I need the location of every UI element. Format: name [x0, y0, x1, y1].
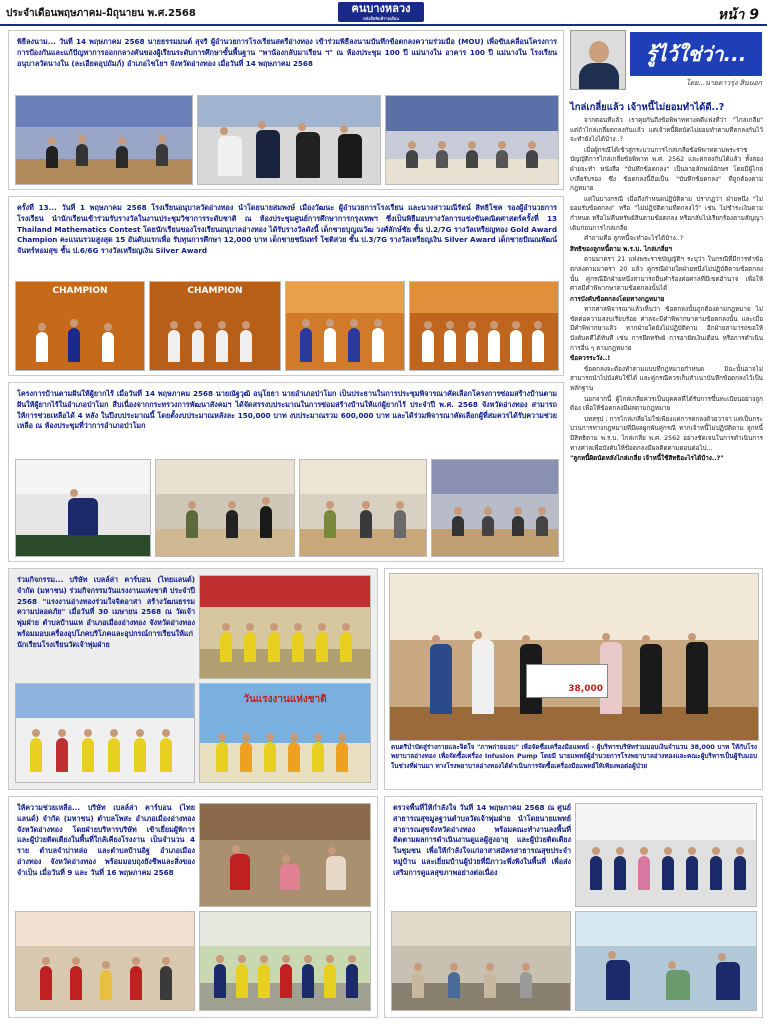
news-field-visit: [384, 796, 763, 1018]
news-dream-text: [17, 389, 557, 455]
news-mou-body: วันที่ 14 พฤษภาคม 2568 นายธรรมมนต์ สุจริ ผู้อำนวยการโรงเรียนสตรีอ่างทอง เข้าร่วมพิธีลงนามบันทึกข้อตกลงความร่วมมือ (MOU) เพื่อขับเคลื่อนโครงการการป้องกันและแก้ปัญหาการออกกลางคันของผู้เรียนระดับการศึกษาขั้นพื้นฐาน "พาน้องกลับมาเรียน ฯ" ณ ห้องประชุม 100 ปี แม่นางใน อาคาร 100 ปี แม่นางใน โรงเรียนอนุบาลวัดนางใน (ละเอียดอุปถัมภ์) อำเภอไชโยฯ จังหวัดอ่างทอง เมื่อวันที่ 14 พฤษภาคม 2568: [17, 37, 557, 68]
news-dream-home: [8, 382, 564, 562]
news-help-lead: ให้ความช่วยเหลือ...: [17, 803, 81, 812]
photo-mou-hall: [385, 95, 559, 185]
photo-champion-3: [285, 281, 405, 371]
photo-mou-stage: [15, 95, 193, 185]
photo-mou-officials: [197, 95, 381, 185]
column-title: รู้ไว้ใช่ว่า...: [630, 32, 762, 76]
news-visit-body: วันที่ 14 พฤษภาคม 2568 ณ ศูนย์สาธารณสุขมูลฐานตำบลวัดเจ้าพุ่มฝ่าย นำโดยนายแพทย์สาธารณสุขจังหวัดอ่างทอง พร้อมคณะทำงานลงพื้นที่ติดตามผลการดำเนินงานดูแลผู้สูงอายุ และผู้ป่วยติดเตียงในชุมชน เพื่อให้กำลังใจแก่อาสาสมัครสาธารณสุขประจำหมู่บ้าน และเยี่ยมบ้านผู้ป่วยที่มีภาวะพึ่งพิงในพื้นที่ เพื่อส่งเสริมการดูแลสุขภาพอย่างต่อเนื่อง: [393, 803, 571, 877]
news-help-body: บริษัท เบลล์ล่า คาร์บอน (ไทยแลนด์) จำกัด (มหาชน) ตำบลโพสะ อำเภอเมืองอ่างทอง จังหวัดอ่างทอง โดยฝ่ายบริหารบริษัท เข้าเยี่ยมผู้พิการ และผู้ป่วยติดเตียงในพื้นที่ใกล้เคียงโรงงาน เป็นจำนวน 4 ราย ตำบลจำปาหล่อ และตำบลบ้านอิฐ อำเภอเมืองอ่างทอง จังหวัดอ่างทอง พร้อมมอบถุงยังชีพและสิ่งของจำเป็น เมื่อวันที่ 9 และ วันที่ 16 พฤษภาคม 2568: [17, 803, 195, 877]
labour-day-banner: วันแรงงานแห่งชาติ: [243, 694, 327, 705]
column-subheading: ข้อควรระวัง..!: [570, 355, 611, 363]
news-mou-lead: พิธีลงนาม...: [17, 37, 56, 46]
page-number: หน้า 9: [717, 7, 759, 23]
photo-meeting-table-1: [155, 459, 295, 557]
photo-champion-2: [149, 281, 281, 371]
column-footer-quote: "ลูกหนี้ผิดนัดหลังไกล่เกลี่ย เจ้าหนี้ใช้สิทธิอะไรได้บ้าง..?": [570, 455, 724, 463]
issue-date: ประจำเดือนพฤษภาคม-มิถุนายน พ.ศ.2568: [6, 8, 196, 19]
column-paragraph: หากศาลพิจารณาแล้วเห็นว่า ข้อตกลงนั้นถูกต้องตามกฎหมาย ไม่ขัดต่อความสงบเรียบร้อย ศาลจะมีคำพิพากษาตามข้อตกลงนั้น และเมื่อมีคำพิพากษาแล้ว หากฝ่ายใดยังไม่ปฏิบัติตาม อีกฝ่ายสามารถขอให้บังคับคดีได้ทันที เช่น การยึดทรัพย์ การอายัดเงินเดือน หรือการดำเนินการอื่น ๆ ตามกฎหมาย: [570, 306, 763, 352]
column-subheading: สิทธิของลูกหนี้ตาม พ.ร.บ. ไกล่เกลี่ยฯ: [570, 245, 672, 253]
column-subheading: การบังคับข้อตกลงโดยทางกฎหมาย: [570, 295, 665, 303]
column-paragraph: จากตอนที่แล้ว เราคุยกันถึงข้อพิพาททางคดีแพ่งที่ว่า "ไกล่เกลี่ย" แต่ถ้าไกล่เกลี่ยตกลงกันแล้ว แต่เจ้าหนี้ผิดนัดไม่ยอมทำตามที่ตกลงกันไว้ จะทำยังไงได้บ้าง..?: [570, 117, 763, 144]
logo-text: ฅนบางหลวง: [351, 2, 411, 15]
column-paragraph: คำถามคือ ลูกหนี้จะทำอะไรได้บ้าง..?: [584, 235, 684, 243]
news-labour-text: [17, 575, 195, 679]
news-labour-body: บริษัท เบลล์ล่า คาร์บอน (ไทยแลนด์) จำกัด (มหาชน) ร่วมกิจกรรมวันแรงงานแห่งชาติ ประจำปี 2568 "แรงงานอ่างทองร่วมใจจิตอาสา สร้างวัฒนธรรมความปลอดภัย" เมื่อวันที่ 30 เมษายน 2568 ณ วัดเจ้าพุ่มฝ่าย ตำบลบ้านแห อำเภอเมืองอ่างทอง จังหวัดอ่างทอง พร้อมมอบเครื่องอุปโภคบริโภคและอุปกรณ์การเรียนให้แก่นักเรียนโรงเรียนวัดเจ้าพุ่มฝ่าย: [17, 575, 195, 649]
column-author: โดย...นายดาวรุ่ง สินนอก: [686, 79, 762, 87]
news-mou: [8, 30, 564, 190]
logo-subtext: หนังสือพิมพ์รายเดือน: [363, 16, 399, 21]
page-header: [0, 0, 767, 26]
column-paragraph: นอกจากนี้ ผู้ไกล่เกลี่ยควรเป็นบุคคลที่ได้รับการขึ้นทะเบียนอย่างถูกต้อง เพื่อให้ข้อตกลงมีผลตามกฎหมาย: [570, 395, 763, 413]
photo-labour-day-group: [199, 683, 371, 783]
news-help-text: [17, 803, 195, 907]
check-amount: 38,000: [568, 684, 603, 694]
news-math-contest: [8, 196, 564, 376]
news-dream-lead: โครงการบ้านตามฝันให้ผู้ยากไร้: [17, 389, 114, 398]
champion-banner-1: CHAMPION: [52, 286, 108, 296]
column-headline: ไกล่เกลี่ยแล้ว เจ้าหนี้ไม่ยอมทำได้ดี..?: [570, 102, 725, 113]
photo-elderly-patients: [391, 911, 571, 1011]
photo-school-donation: [15, 683, 195, 783]
column-paragraph: เมื่อผู้กรณีได้เข้าสู่กระบวนการไกล่เกลี่ยข้อพิพาทตามพระราชบัญญัติการไกล่เกลี่ยข้อพิพาท พ.ศ. 2562 และตกลงกันได้แล้ว ทั้งสองฝ่ายจะทำ หนังสือ "บันทึกข้อตกลง" เป็นลายลักษณ์อักษร โดยมีผู้ไกล่เกลี่ยรับรอง ซึ่ง ข้อตกลงนี้ถือเป็น "บันทึกข้อตกลง" ที่ถูกต้องตามกฎหมาย: [570, 146, 763, 193]
author-portrait: [570, 30, 626, 90]
column-paragraph: ข้อตกลงจะต้องทำตามแบบที่กฎหมายกำหนด มิฉะนั้นอาจไม่สามารถนำไปบังคับใช้ได้ และคู่กรณีควรเก็บสำเนาบันทึกข้อตกลงไว้เป็นหลักฐาน: [570, 365, 763, 393]
photo-health-staff: [575, 803, 757, 907]
news-hospital-donation: [384, 568, 763, 790]
photo-home-care: [575, 911, 757, 1011]
photo-temple-volunteers: [199, 575, 371, 679]
photo-meeting-table-2: [299, 459, 427, 557]
champion-banner-2: CHAMPION: [187, 286, 243, 296]
column-paragraph: บทสรุป : การไกล่เกลี่ยไม่ใช่เพียงแค่การตกลงด้วยวาจา แต่เป็นกระบวนการทางกฎหมายที่มีผลผูกพันคู่กรณี หากเจ้าหนี้ไม่ปฏิบัติตาม ลูกหนี้มีสิทธิตาม พ.ร.บ. ไกล่เกลี่ย พ.ศ. 2562 อย่างชัดเจนในการดำเนินการทางศาลเพื่อบังคับให้ข้อตกลงมีผลติดตามตอนต่อไป...: [570, 415, 763, 452]
news-patient-help: [8, 796, 378, 1018]
photo-home-visit-3: [199, 911, 371, 1011]
column-article: [570, 116, 763, 568]
news-visit-lead: ตรวจพื้นที่ให้กำลังใจ: [393, 803, 457, 812]
column-did-you-know: [570, 30, 763, 568]
donation-check: [526, 664, 608, 698]
column-paragraph: แต่ในบางกรณี เมื่อถึงกำหนดปฏิบัติตาม ปรากฏว่า ฝ่ายหนึ่ง "ไม่ยอมรับข้อตกลง" หรือ "ไม่ปฏิบัติตามที่ตกลงไว้" เช่น ไม่ชำระเงินตามกำหนด หรือไม่คืนทรัพย์สินตามข้อตกลง หรือกลับไปเรียกร้องตามสัญญาเดิมก่อนการไกล่เกลี่ย: [570, 195, 763, 232]
photo-meeting-room: [431, 459, 559, 557]
photo-champion-1: [15, 281, 145, 371]
photo-home-visit-2: [15, 911, 195, 1011]
news-math-text: [17, 203, 557, 279]
photo-champion-4: [409, 281, 559, 371]
column-paragraph: ตามมาตรา 21 แห่งพระราชบัญญัติฯ ระบุว่า ในกรณีที่มีการทำข้อตกลงตามมาตรา 20 แล้ว คู่กรณีฝ่ายใดฝ่ายหนึ่งไม่ปฏิบัติตามข้อตกลงนั้น คู่กรณีอีกฝ่ายหนึ่งสามารถยื่นคำร้องต่อศาลที่มีเขตอำนาจ เพื่อให้ศาลมีคำพิพากษาตามข้อตกลงนั้นได้: [570, 256, 763, 293]
news-dream-body: เมื่อวันที่ 14 พฤษภาคม 2568 นายณัฐวุฒิ อนุโยธา นายอำเภอป่าโมก เป็นประธานในการประชุมพิจารณาคัดเลือกโครงการซ่อมสร้างบ้านตามฝันให้ผู้ยากไร้ในอำเภอป่าโมก สืบเนื่องจากกระทรวงการพัฒนาสังคมฯ ได้จัดสรรงบประมาณในการซ่อมสร้างบ้านให้แก่ผู้ยากไร้ ประจำปี พ.ศ. 2568 จังหวัดอ่างทอง สามารถให้การช่วยเหลือได้ 4 หลัง ในปีงบประมาณนี้ โดยตั้งงบประมาณหลังละ 150,000 บาท งบประมาณรวม 600,000 บาท และได้ร่วมพิจารณาคัดเลือกผู้ที่สมควรได้รับความช่วยเหลือ ณ ห้องประชุมที่ว่าการอำเภอป่าโมก: [17, 389, 557, 431]
news-mou-text: [17, 37, 557, 91]
news-hospital-caption: ดนตรีบำบัดสู่ร่างกายและจิตใจ "ภาพถ่ายมอบ" เพื่อจัดซื้อเครื่องมือแพทย์ - ผู้บริหารบริษัทร่วมมอบเงินจำนวน 38,000 บาท ให้กับโรงพยาบาลอ่างทอง เพื่อจัดซื้อเครื่อง Infusion Pump โดยมี นายแพทย์ผู้อำนวยการโรงพยาบาลอ่างทองและคณะผู้บริหารเป็นผู้รับมอบ ในช่วงที่ผ่านมา ทางโรงพยาบาลอ่างทองได้ดำเนินการจัดซื้อเครื่องมือแพทย์ให้เพียงพอต่อผู้ป่วย: [391, 743, 757, 770]
news-labour-lead: ร่วมกิจกรรม...: [17, 575, 64, 584]
photo-check-handover: [389, 573, 759, 741]
photo-meeting-chair: [15, 459, 151, 557]
photo-home-visit-1: [199, 803, 371, 907]
news-labour-day: [8, 568, 378, 790]
news-math-body: วันที่ 1 พฤษภาคม 2568 โรงเรียนอนุบาลวัดอ่างทอง นำโดยนายสมพงษ์ เมืองวัฒนะ ผู้อำนวยการโรงเรียน และนางสาวมณีรัตน์ สิทธิโชค รองผู้อำนวยการโรงเรียน นำนักเรียนเข้าร่วมรับรางวัลในงานประชุมวิชาการระดับชาติ ณ ห้องประชุมศูนย์การศึกษาการกรุงเทพฯ ซึ่งเป็นพิธีมอบรางวัลการแข่งขันคณิตศาสตร์ครั้งที่ 13 Thailand Mathematics Contest โดยนักเรียนของโรงเรียนอนุบาลอ่างทอง ได้รับรางวัลดังนี้ เด็กชายบุญณวัฒ วงศ์ลักษ์ชัย ชั้น ป.2/7G รางวัลเหรียญทอง Gold Award Champion คะแนนรวมสูงสุด 15 อันดับแรกเพื่อ รับทุนการศึกษา 12,000 บาท เด็กชายชนินทร์ โชติสวย ชั้น ป.3/7G รางวัลเหรียญเงิน Silver Award เด็กชายปัณณพัฒน์ จันทร์หอมสุข ชั้น ป.6/6G รางวัลเหรียญเงิน Silver Award: [17, 203, 557, 256]
news-math-lead: ครั้งที่ 13...: [17, 203, 57, 212]
news-visit-text: [393, 803, 571, 907]
masthead-logo: [338, 2, 424, 22]
